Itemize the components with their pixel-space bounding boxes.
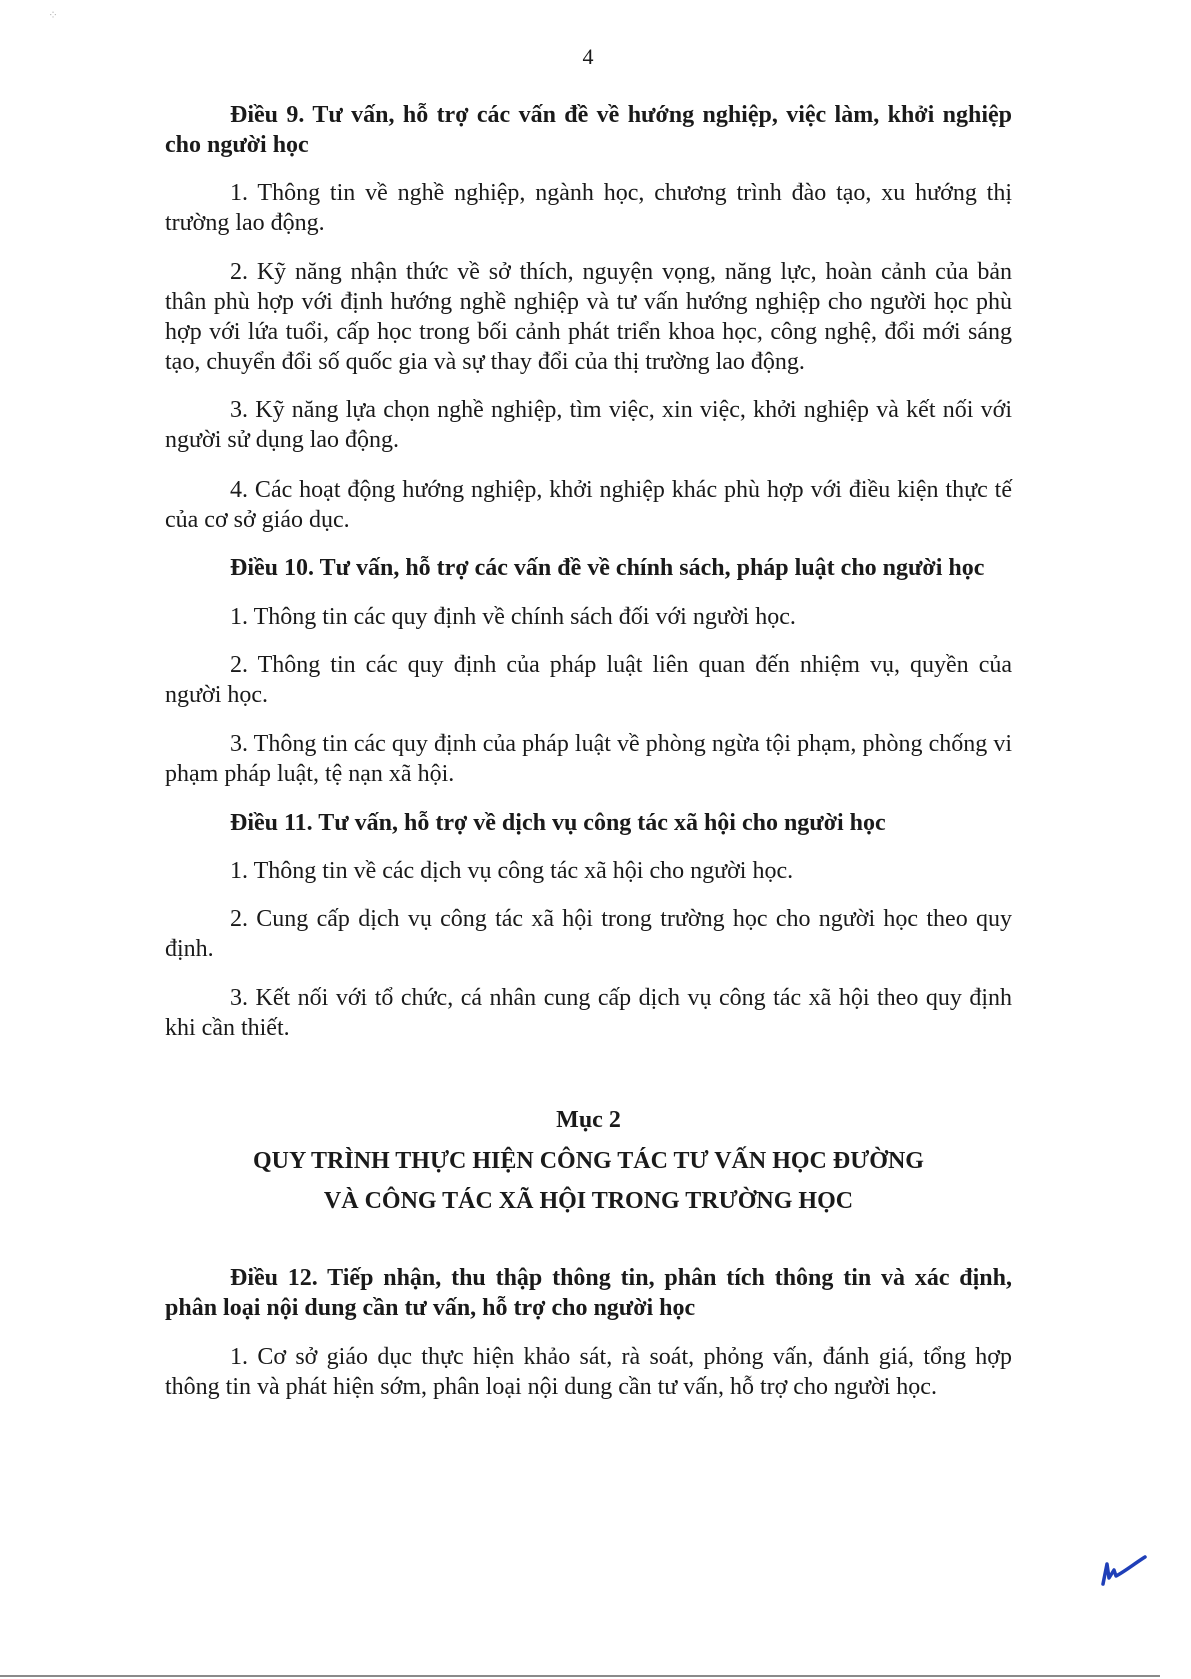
article-10-item-1: 1. Thông tin các quy định về chính sách đối với người học. [230,604,796,630]
article-11-item-1: 1. Thông tin về các dịch vụ công tác xã hội cho người học. [230,858,794,884]
section-title-line-2: VÀ CÔNG TÁC XÃ HỘI TRONG TRƯỜNG HỌC [323,1188,854,1214]
article-12-heading: Điều 12. Tiếp nhận, thu thập thông tin, phân tích thông tin và xác định, phân loại nội dung cần tư vấn, hỗ trợ cho người học [165,1265,1012,1321]
article-11-heading: Điều 11. Tư vấn, hỗ trợ về dịch vụ công tác xã hội cho người học [230,810,886,836]
article-10-heading: Điều 10. Tư vấn, hỗ trợ các vấn đề về chính sách, pháp luật cho người học [230,555,985,581]
scan-edge-line [0,1675,1160,1677]
section-label: Mục 2 [556,1107,621,1133]
article-11-item-3: 3. Kết nối với tổ chức, cá nhân cung cấp dịch vụ công tác xã hội theo quy định khi cần thiết. [165,985,1012,1041]
article-9-item-2: 2. Kỹ năng nhận thức về sở thích, nguyện vọng, năng lực, hoàn cảnh của bản thân phù hợp với định hướng nghề nghiệp và tư vấn hướng nghiệp cho người học phù hợp với lứa tuổi, cấp học trong bối cảnh phát triển khoa học, công nghệ, đổi mới sáng tạo, chuyển đổi số quốc gia và sự thay đổi của thị trường lao động. [165,259,1012,375]
section-title-line-1: QUY TRÌNH THỰC HIỆN CÔNG TÁC TƯ VẤN HỌC ĐƯỜNG [253,1148,924,1174]
article-11-item-2: 2. Cung cấp dịch vụ công tác xã hội trong trường học cho người học theo quy định. [165,906,1012,962]
article-9-item-4: 4. Các hoạt động hướng nghiệp, khởi nghiệp khác phù hợp với điều kiện thực tế của cơ sở giáo dục. [165,477,1012,533]
page-number: 4 [582,44,594,69]
article-12-item-1: 1. Cơ sở giáo dục thực hiện khảo sát, rà soát, phỏng vấn, đánh giá, tổng hợp thông tin và phát hiện sớm, phân loại nội dung cần tư vấn, hỗ trợ cho người học. [165,1344,1012,1400]
initial-signature [1098,1552,1148,1597]
article-10-item-2: 2. Thông tin các quy định của pháp luật liên quan đến nhiệm vụ, quyền của người học. [165,652,1012,708]
scan-artifact: ⁘ [48,8,59,22]
article-9-item-3: 3. Kỹ năng lựa chọn nghề nghiệp, tìm việc, xin việc, khởi nghiệp và kết nối với người sử dụng lao động. [165,397,1012,453]
article-10-item-3: 3. Thông tin các quy định của pháp luật về phòng ngừa tội phạm, phòng chống vi phạm pháp luật, tệ nạn xã hội. [165,731,1012,787]
section-title [165,1141,1012,1221]
article-9-heading: Điều 9. Tư vấn, hỗ trợ các vấn đề về hướng nghiệp, việc làm, khởi nghiệp cho người học [165,102,1012,158]
article-9-item-1: 1. Thông tin về nghề nghiệp, ngành học, chương trình đào tạo, xu hướng thị trường lao động. [165,180,1012,236]
